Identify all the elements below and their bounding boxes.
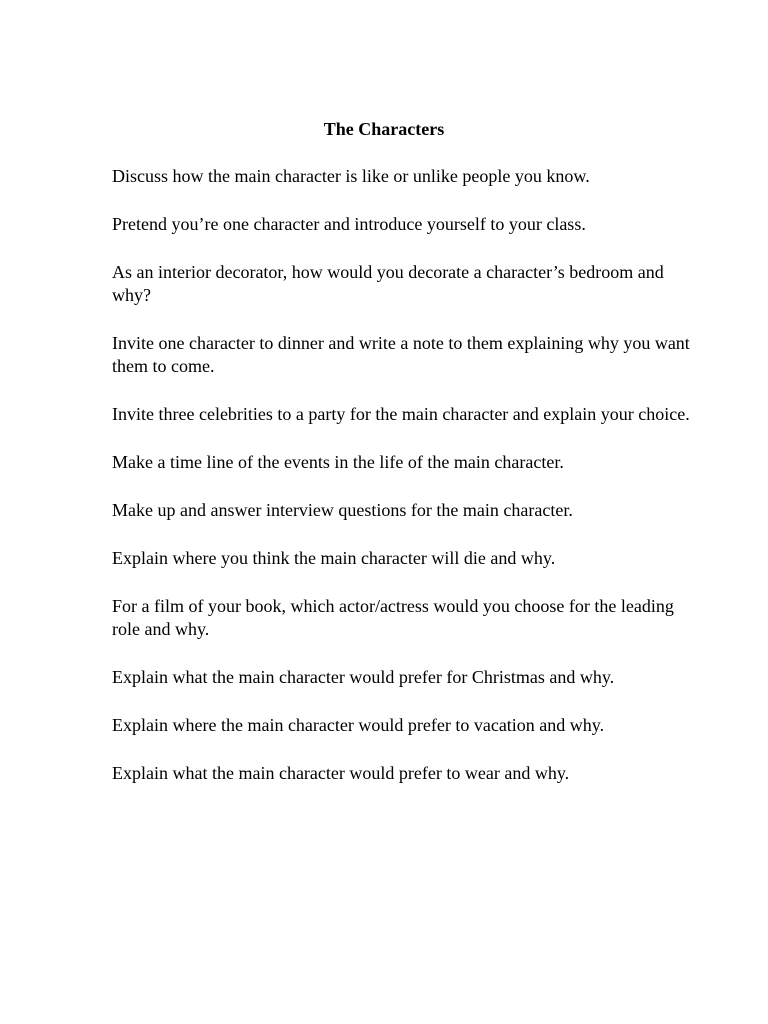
page-title: The Characters	[323, 119, 445, 139]
activity-paragraph: Explain where the main character would prefer to vacation and why.	[112, 715, 605, 735]
activity-paragraph: For a film of your book, which actor/actress would you choose for the leading role and why.	[112, 596, 674, 639]
activity-paragraph: Make up and answer interview questions for the main character.	[112, 500, 573, 520]
activity-paragraph: Make a time line of the events in the life of the main character.	[112, 452, 564, 472]
activity-paragraph: Invite three celebrities to a party for the main character and explain your choice.	[112, 404, 690, 424]
activity-paragraph: As an interior decorator, how would you decorate a character’s bedroom and why?	[112, 262, 664, 305]
activity-paragraph: Invite one character to dinner and write a note to them explaining why you want them to come.	[112, 333, 690, 376]
activity-paragraph: Explain what the main character would prefer to wear and why.	[112, 763, 570, 783]
activity-paragraph: Explain what the main character would prefer for Christmas and why.	[112, 667, 615, 687]
activity-list	[112, 165, 692, 810]
activity-paragraph: Discuss how the main character is like or unlike people you know.	[112, 166, 590, 186]
activity-paragraph: Pretend you’re one character and introduce yourself to your class.	[112, 214, 586, 234]
activity-paragraph: Explain where you think the main character will die and why.	[112, 548, 556, 568]
